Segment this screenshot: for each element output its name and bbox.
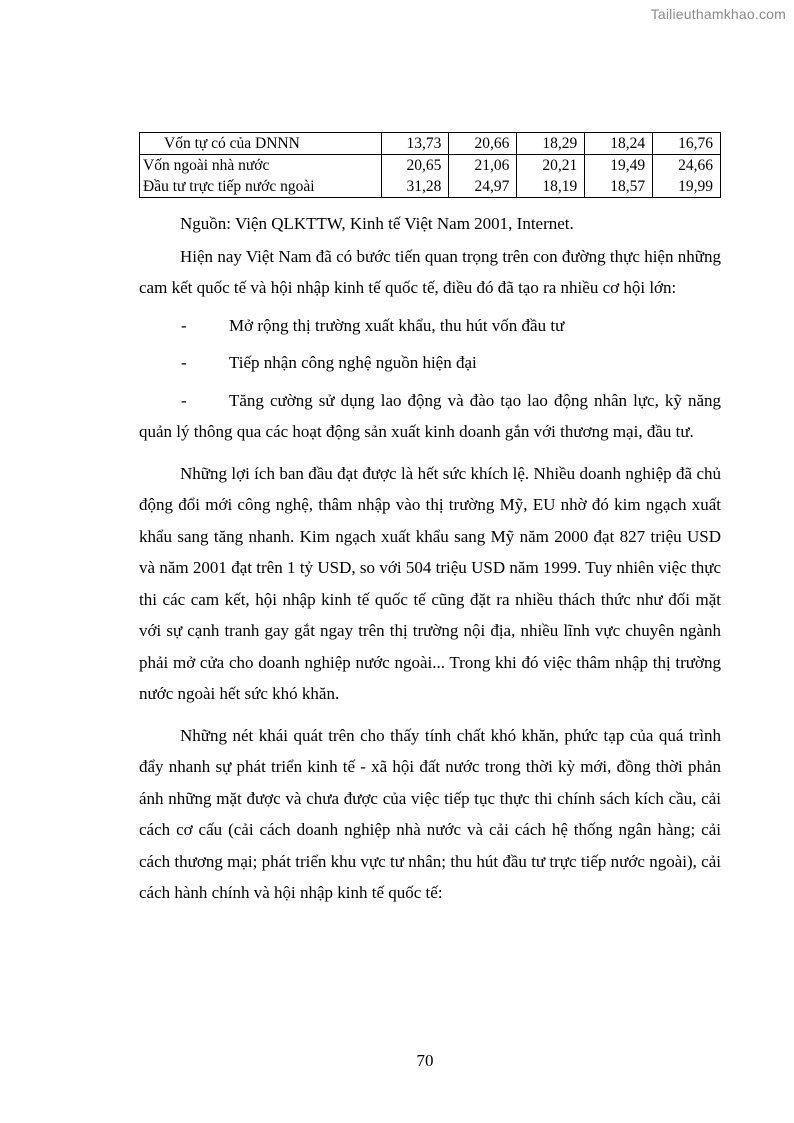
source-note: Nguồn: Viện QLKTTW, Kinh tế Việt Nam 2001, Internet. (180, 214, 574, 233)
row-label: Đầu tư trực tiếp nước ngoài (140, 176, 382, 198)
table-row (140, 155, 721, 177)
table-cell: 13,73 (381, 133, 449, 155)
table-cell: 20,66 (449, 133, 517, 155)
row-label: Vốn tự có của DNNN (140, 133, 382, 155)
bullet-dash: - (181, 315, 187, 335)
table-cell: 18,29 (517, 133, 585, 155)
bullet-text: Tăng cường sử dụng lao động và đào tạo lao động nhân lực, kỹ năng quản lý thông qua các hoạt động sản xuất kinh doanh gắn với thương mại, đầu tư. (139, 390, 721, 441)
benefits-paragraph: Những lợi ích ban đầu đạt được là hết sức khích lệ. Nhiều doanh nghiệp đã chủ động đổi mới công nghệ, thâm nhập vào thị trường Mỹ, EU nhờ đó kim ngạch xuất khẩu sang tăng nhanh. Kim ngạch xuất khẩu sang Mỹ năm 2000 đạt 827 triệu USD và năm 2001 đạt trên 1 tỷ USD, so với 504 triệu USD năm 1999. Tuy nhiên việc thực thi các cam kết, hội nhập kinh tế quốc tế cũng đặt ra nhiều thách thức như đối mặt với sự cạnh tranh gay gắt ngay trên thị trường nội địa, nhiều lĩnh vực chuyên ngành phải mở cửa cho doanh nghiệp nước ngoài... Trong khi đó việc thâm nhập thị trường nước ngoài hết sức khó khăn. (139, 463, 721, 703)
list-item (139, 310, 721, 342)
bullet-dash: - (181, 390, 187, 410)
table-cell: 20,65 (381, 155, 449, 177)
table-cell: 18,19 (517, 176, 585, 198)
table-row (140, 133, 721, 155)
table-cell: 21,06 (449, 155, 517, 177)
summary-paragraph: Những nét khái quát trên cho thấy tính chất khó khăn, phức tạp của quá trình đẩy nhanh sự phát triển kinh tế - xã hội đất nước trong thời kỳ mới, đồng thời phản ánh những mặt được và chưa được của việc tiếp tục thực thi chính sách kích cầu, cải cách cơ cấu (cải cách doanh nghiệp nhà nước và cải cách hệ thống ngân hàng; cải cách thương mại; phát triển khu vực tư nhân; thu hút đầu tư trực tiếp nước ngoài), cải cách hành chính và hội nhập kinh tế quốc tế: (139, 725, 721, 902)
bullet-text: Mở rộng thị trường xuất khẩu, thu hút vốn đầu tư (229, 315, 565, 335)
table-cell: 19,99 (653, 176, 721, 198)
watermark: Tailieuthamkhao.com (650, 6, 786, 22)
row-label: Vốn ngoài nhà nước (140, 155, 382, 177)
list-item (139, 347, 721, 379)
table-cell: 16,76 (653, 133, 721, 155)
table-cell: 18,24 (585, 133, 653, 155)
table-row (140, 176, 721, 198)
table-cell: 31,28 (381, 176, 449, 198)
list-item (139, 385, 721, 448)
page-number: 70 (416, 1051, 434, 1070)
capital-structure-table (139, 132, 721, 198)
table-cell: 18,57 (585, 176, 653, 198)
document-body (139, 208, 721, 909)
table-cell: 19,49 (585, 155, 653, 177)
table-cell: 20,21 (517, 155, 585, 177)
bullet-text: Tiếp nhận công nghệ nguồn hiện đại (229, 353, 477, 372)
intro-paragraph: Hiện nay Việt Nam đã có bước tiến quan trọng trên con đường thực hiện những cam kết quốc tế và hội nhập kinh tế quốc tế, điều đó đã tạo ra nhiều cơ hội lớn: (139, 246, 721, 297)
table-cell: 24,97 (449, 176, 517, 198)
table-cell: 24,66 (653, 155, 721, 177)
bullet-dash: - (181, 353, 187, 372)
